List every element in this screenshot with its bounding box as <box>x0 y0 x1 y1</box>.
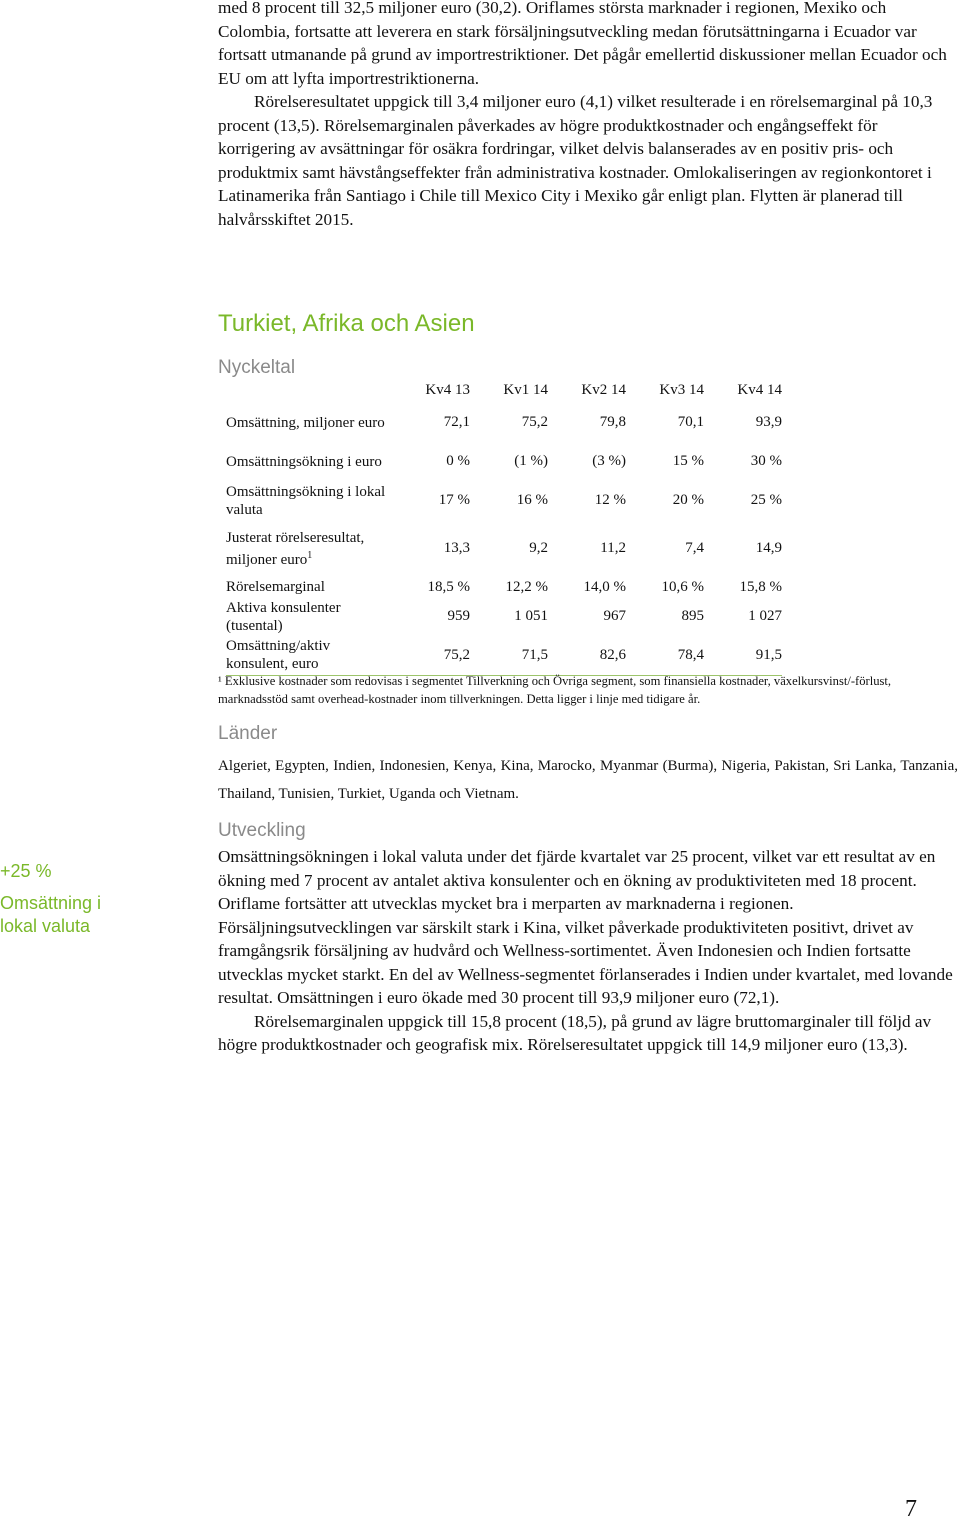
row-label-text: Justerat rörelseresultat, miljoner euro <box>226 529 365 568</box>
cell: 0 % <box>446 453 470 469</box>
row-label: Omsättning, miljoner euro <box>226 414 385 431</box>
table-row <box>226 403 782 442</box>
development-heading: Utveckling <box>218 820 306 841</box>
cell: 79,8 <box>599 414 626 430</box>
cell: 93,9 <box>755 414 782 430</box>
intro-text <box>218 0 958 231</box>
table-row <box>226 636 782 675</box>
section-title: Turkiet, Afrika och Asien <box>218 310 475 337</box>
cell: 14,0 % <box>583 578 626 595</box>
column-header: Kv4 14 <box>737 381 782 398</box>
table-row <box>226 577 782 597</box>
cell: (3 %) <box>592 453 626 469</box>
row-label: Omsättningsökning i euro <box>226 453 382 470</box>
row-label: Rörelsemarginal <box>226 579 325 595</box>
row-label: Aktiva konsulenter (tusental) <box>226 599 341 634</box>
cell: 959 <box>447 608 470 624</box>
cell: 12,2 % <box>505 578 548 595</box>
cell: 16 % <box>516 492 548 508</box>
sidebar-highlight <box>0 860 200 938</box>
table-row <box>226 520 782 577</box>
table-footnote: ¹ Exklusive kostnader som redovisas i segmentet Tillverkning och Övriga segment, som finansiella kostnader, växelkursvinst/-förlust, marknadsstöd samt overhead-kostnader inom tillverkningen. Detta ligger i linje med tidigare år. <box>218 674 892 706</box>
cell: 91,5 <box>704 636 782 675</box>
kpi-table <box>226 377 782 676</box>
cell: 1 027 <box>748 608 782 624</box>
column-header: Kv1 14 <box>503 381 548 398</box>
cell: 75,2 <box>394 636 470 675</box>
row-label: Omsättningsökning i lokal valuta <box>226 483 386 518</box>
table-row <box>226 597 782 636</box>
cell: 82,6 <box>548 636 626 675</box>
cell: 895 <box>681 608 704 624</box>
cell: 11,2 <box>600 540 626 556</box>
cell: 78,4 <box>626 636 704 675</box>
countries-heading: Länder <box>218 723 278 744</box>
cell: 10,6 % <box>661 578 704 595</box>
cell: (1 %) <box>514 453 548 469</box>
development-paragraph-1: Omsättningsökningen i lokal valuta under det fjärde kvartalet var 25 procent, vilket var ett resultat av en ökning med 7 procent av antalet aktiva konsulenter och en ökning av produktiviteten med 18 procent. Oriflame fortsätter att utvecklas mycket bra i merparten av marknaderna i regionen. Försäljningsutvecklingen var särskilt stark i Kina, vilket påverkade produktiviteten positivt, drivet av framgångsrik försäljning av hudvård och Wellness-sortimentet. Även Indonesien och Indien fortsatte utvecklas mycket starkt. En del av Wellness-segmentet förlanserades i Indien under kvartalet, med lovande resultat. Omsättningen i euro ökade med 30 procent till 93,9 miljoner euro (72,1). <box>218 847 953 1007</box>
cell: 15 % <box>672 453 704 469</box>
row-label: Omsättning/aktiv konsulent, euro <box>226 636 394 675</box>
intro-paragraph-1: med 8 procent till 32,5 miljoner euro (30,2). Oriflames största marknader i regionen, Mexiko och Colombia, fortsatte att leverera en stark försäljningsutveckling medan förutsättningarna i Ecuador var fortsatt utmanande på grund av importrestriktioner. Det pågår emellertid diskussioner mellan Ecuador och EU om att lyfta importrestriktionerna. <box>218 0 947 88</box>
development-paragraph-2: Rörelsemarginalen uppgick till 15,8 procent (18,5), på grund av lägre bruttomarginaler till följd av högre produktkostnader och geografisk mix. Rörelseresultatet uppgick till 14,9 miljoner euro (13,3). <box>218 1011 932 1054</box>
cell: 13,3 <box>443 540 470 556</box>
cell: 15,8 % <box>739 578 782 595</box>
kpi-heading: Nyckeltal <box>218 357 296 378</box>
cell: 967 <box>603 608 626 624</box>
highlight-figure: +25 % <box>0 861 52 881</box>
cell: 1 051 <box>514 608 548 624</box>
intro-paragraph-2: Rörelseresultatet uppgick till 3,4 miljoner euro (4,1) vilket resulterade i en rörelsemarginal på 10,3 procent (13,5). Rörelsemarginalen påverkades av högre produktkostnader och engångseffekt för korrigering av avsättningar för osäkra fordringar, vilket delvis balanserades av en positiv pris- och produktmix samt hävstångseffekter från administrativa kostnader. Omlokaliseringen av regionkontoret i Latinamerika från Santiago i Chile till Mexico City i Mexiko går enligt plan. Flytten är planerad till halvårsskiftet 2015. <box>218 92 933 229</box>
cell: 25 % <box>750 492 782 508</box>
cell: 18,5 % <box>427 578 470 595</box>
cell: 30 % <box>750 453 782 469</box>
development-text <box>218 845 958 1057</box>
cell: 9,2 <box>529 540 548 556</box>
footnote-marker: 1 <box>307 549 313 561</box>
column-header: Kv4 13 <box>425 381 470 398</box>
cell: 72,1 <box>443 414 470 430</box>
column-header: Kv2 14 <box>581 381 626 398</box>
highlight-caption-line-2: lokal valuta <box>0 916 91 936</box>
countries-list: Algeriet, Egypten, Indien, Indonesien, Kenya, Kina, Marocko, Myanmar (Burma), Nigeria, Pakistan, Sri Lanka, Tanzania, Thailand, Tunisien, Turkiet, Uganda och Vietnam. <box>218 758 958 802</box>
table-row <box>226 442 782 481</box>
page-number: 7 <box>905 1496 917 1522</box>
cell: 12 % <box>594 492 626 508</box>
cell: 17 % <box>438 492 470 508</box>
highlight-caption-line-1: Omsättning i <box>0 893 102 913</box>
kpi-header-row <box>226 377 782 403</box>
cell: 75,2 <box>521 414 548 430</box>
cell: 71,5 <box>470 636 548 675</box>
cell: 20 % <box>672 492 704 508</box>
cell: 14,9 <box>755 540 782 556</box>
cell: 70,1 <box>677 414 704 430</box>
column-header: Kv3 14 <box>659 381 704 398</box>
table-row <box>226 481 782 520</box>
cell: 7,4 <box>685 540 704 556</box>
row-label <box>226 520 394 577</box>
